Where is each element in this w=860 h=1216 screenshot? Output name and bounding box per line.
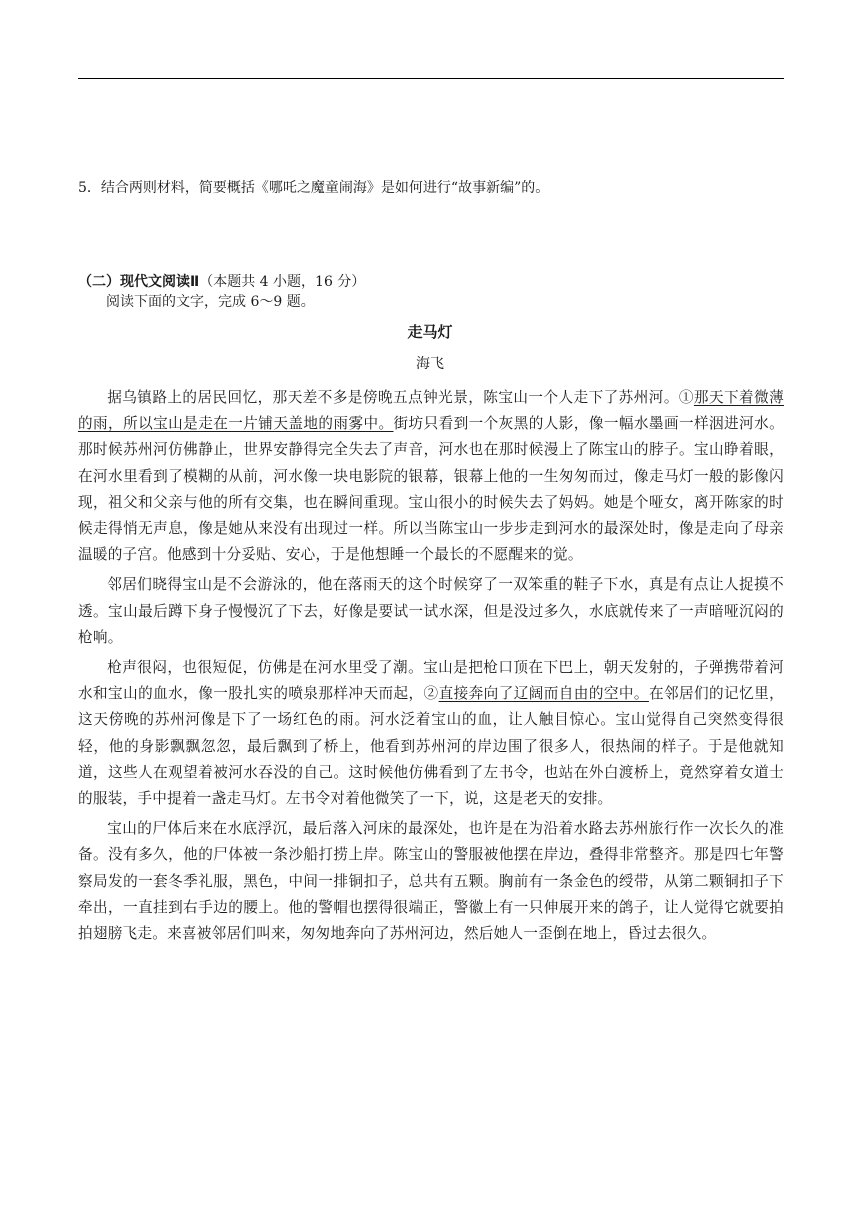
article-author: 海飞 [416, 356, 444, 372]
paragraph-text: 据乌镇路上的居民回忆，那天差不多是傍晚五点钟光景，陈宝山一个人走下了苏州河。① [107, 389, 694, 406]
paragraph-text: 在邻居们的记忆里，这天傍晚的苏州河像是下了一场红色的雨。河水泛着宝山的血，让人触目惊心。宝山觉得自己突然变得很轻，他的身影飘飘忽忽，最后飘到了桥上，他看到苏州河的岸边围了很多人，很热闹的样子。于是他就知道，这些人在观望着被河水吞没的自己。这时候他仿佛看到了左书令，也站在外白渡桥上，竟然穿着女道士的服装，手中提着一盏走马灯。左书令对着他微笑了一下，说，这是老天的安排。 [78, 685, 784, 808]
section-instruction: 阅读下面的文字，完成 6～9 题。 [106, 294, 315, 310]
article-body [78, 385, 784, 951]
underlined-sentence-1: 那天下着微薄的雨，所以宝山是走在一片铺天盖地的雨雾中。 [78, 389, 784, 433]
section-note: （本题共 4 小题，16 分） [199, 274, 366, 290]
section-title: （二）现代文阅读Ⅱ [78, 274, 200, 290]
paragraph-2: 邻居们晓得宝山是不会游泳的，他在落雨天的这个时候穿了一双笨重的鞋子下水，真是有点让人捉摸不透。宝山最后蹲下身子慢慢沉了下去，好像是要试一试水深，但是没过多久，水底就传来了一声暗哑沉闷的枪响。 [78, 576, 784, 646]
header-rule [78, 78, 784, 79]
paragraph-text: 街坊只看到一个灰黑的人影，像一幅水墨画一样洇进河水。那时候苏州河仿佛静止，世界安静得完全失去了声音，河水也在那时候漫上了陈宝山的脖子。宝山睁着眼，在河水里看到了模糊的从前，河水像一块电影院的银幕，银幕上他的一生匆匆而过，像走马灯一般的影像闪现，祖父和父亲与他的所有交集，也在瞬间重现。宝山很小的时候失去了妈妈。她是个哑女，离开陈家的时候走得悄无声息，像是她从来没有出现过一样。所以当陈宝山一步步走到河水的最深处时，像是走向了母亲温暖的子宫。他感到十分妥贴、安心，于是他想睡一个最长的不愿醒来的觉。 [78, 415, 784, 564]
paragraph-3 [78, 655, 784, 812]
underlined-sentence-2: 直接奔向了辽阔而自由的空中。 [438, 685, 649, 703]
paragraph-text: 枪声很闷，也很短促，仿佛是在河水里受了潮。宝山是把枪口顶在下巴上，朝天发射的，子弹携带着河水和宝山的血水，像一股扎实的喷泉那样冲天而起，② [78, 659, 784, 703]
question-5: 5．结合两则材料，简要概括《哪吒之魔童闹海》是如何进行“故事新编”的。 [78, 180, 550, 196]
article-title: 走马灯 [407, 323, 453, 341]
paragraph-4: 宝山的尸体后来在水底浮沉，最后落入河床的最深处，也许是在为沿着水路去苏州旅行作一次长久的准备。没有多久，他的尸体被一条沙船打捞上岸。陈宝山的警服被他摆在岸边，叠得非常整齐。那是四七年警察局发的一套冬季礼服，黑色，中间一排铜扣子，总共有五颗。胸前有一条金色的绶带，从第二颗铜扣子下牵出，一直挂到右手边的腰上。他的警帽也摆得很端正，警徽上有一只伸展开来的鸽子，让人觉得它就要拍拍翅膀飞走。来喜被邻居们叫来，匆匆地奔向了苏州河边，然后她人一歪倒在地上，昏过去很久。 [78, 820, 784, 943]
section-heading [78, 272, 365, 292]
paragraph-1 [78, 385, 784, 568]
